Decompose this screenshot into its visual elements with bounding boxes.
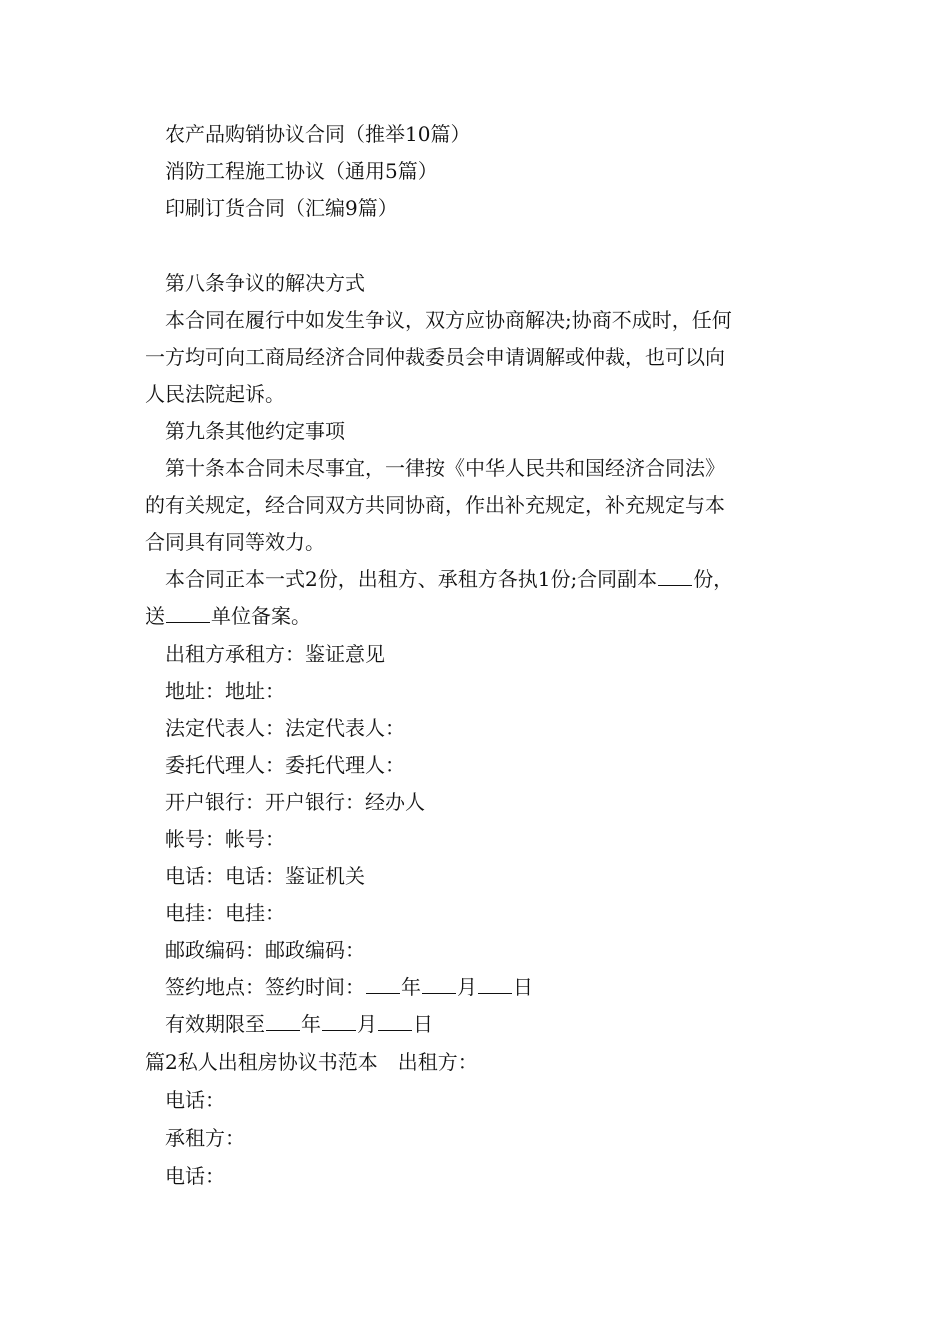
- sign-date-label: 签约地点：签约时间：: [165, 975, 365, 999]
- blank-line: [422, 992, 456, 994]
- signature-field: 委托代理人：委托代理人：: [165, 753, 405, 777]
- article-8-text: 人民法院起诉。: [145, 382, 285, 406]
- blank-line: [478, 992, 512, 994]
- article-10-text: 合同具有同等效力。: [145, 530, 325, 554]
- blank-line: [366, 992, 400, 994]
- copies-text: 份，: [693, 567, 734, 591]
- year-label: 年: [401, 975, 421, 999]
- signature-field: 法定代表人：法定代表人：: [165, 716, 405, 740]
- signature-field: 电挂：电挂：: [165, 901, 285, 925]
- article-10-text: 的有关规定，经合同双方共同协商，作出补充规定，补充规定与本: [145, 493, 725, 517]
- signature-field: 邮政编码：邮政编码：: [165, 938, 365, 962]
- party-field: 电话：: [165, 1164, 225, 1188]
- signature-field: 帐号：帐号：: [165, 827, 285, 851]
- party-field: 承租方：: [165, 1126, 245, 1150]
- article-10-text: 第十条本合同未尽事宜，一律按《中华人民共和国经济合同法》: [165, 456, 725, 480]
- copies-text: 本合同正本一式2份，出租方、承租方各执1份;合同副本: [165, 567, 658, 591]
- month-label: 月: [357, 1012, 377, 1036]
- related-item: 消防工程施工协议（通用5篇）: [165, 159, 438, 183]
- blank-line: [166, 621, 210, 623]
- related-item: 印刷订货合同（汇编9篇）: [165, 196, 398, 220]
- copies-text: 送: [145, 604, 165, 628]
- blank-line: [322, 1029, 356, 1031]
- blank-line: [266, 1029, 300, 1031]
- blank-line: [658, 584, 692, 586]
- copies-clause: [145, 561, 835, 598]
- sign-date-line: [145, 969, 835, 1006]
- article-8-text: 一方均可向工商局经济合同仲裁委员会申请调解或仲裁，也可以向: [145, 345, 725, 369]
- validity-line: [145, 1006, 835, 1043]
- validity-label: 有效期限至: [165, 1012, 265, 1036]
- blank-line: [378, 1029, 412, 1031]
- article-9-title: 第九条其他约定事项: [165, 419, 345, 443]
- signature-field: 地址：地址：: [165, 679, 285, 703]
- year-label: 年: [301, 1012, 321, 1036]
- party-field: 电话：: [165, 1088, 225, 1112]
- copies-clause-cont: [145, 598, 815, 635]
- article-8-title: 第八条争议的解决方式: [165, 271, 365, 295]
- day-label: 日: [413, 1012, 433, 1036]
- section-2-heading: 篇2私人出租房协议书范本 出租方：: [145, 1050, 478, 1074]
- day-label: 日: [513, 975, 533, 999]
- signature-field: 出租方承租方：鉴证意见: [165, 642, 385, 666]
- copies-text: 单位备案。: [211, 604, 311, 628]
- signature-field: 电话：电话：鉴证机关: [165, 864, 365, 888]
- month-label: 月: [457, 975, 477, 999]
- article-8-text: 本合同在履行中如发生争议，双方应协商解决;协商不成时，任何: [165, 308, 732, 332]
- related-item: 农产品购销协议合同（推举10篇）: [165, 122, 471, 146]
- signature-field: 开户银行：开户银行：经办人: [165, 790, 425, 814]
